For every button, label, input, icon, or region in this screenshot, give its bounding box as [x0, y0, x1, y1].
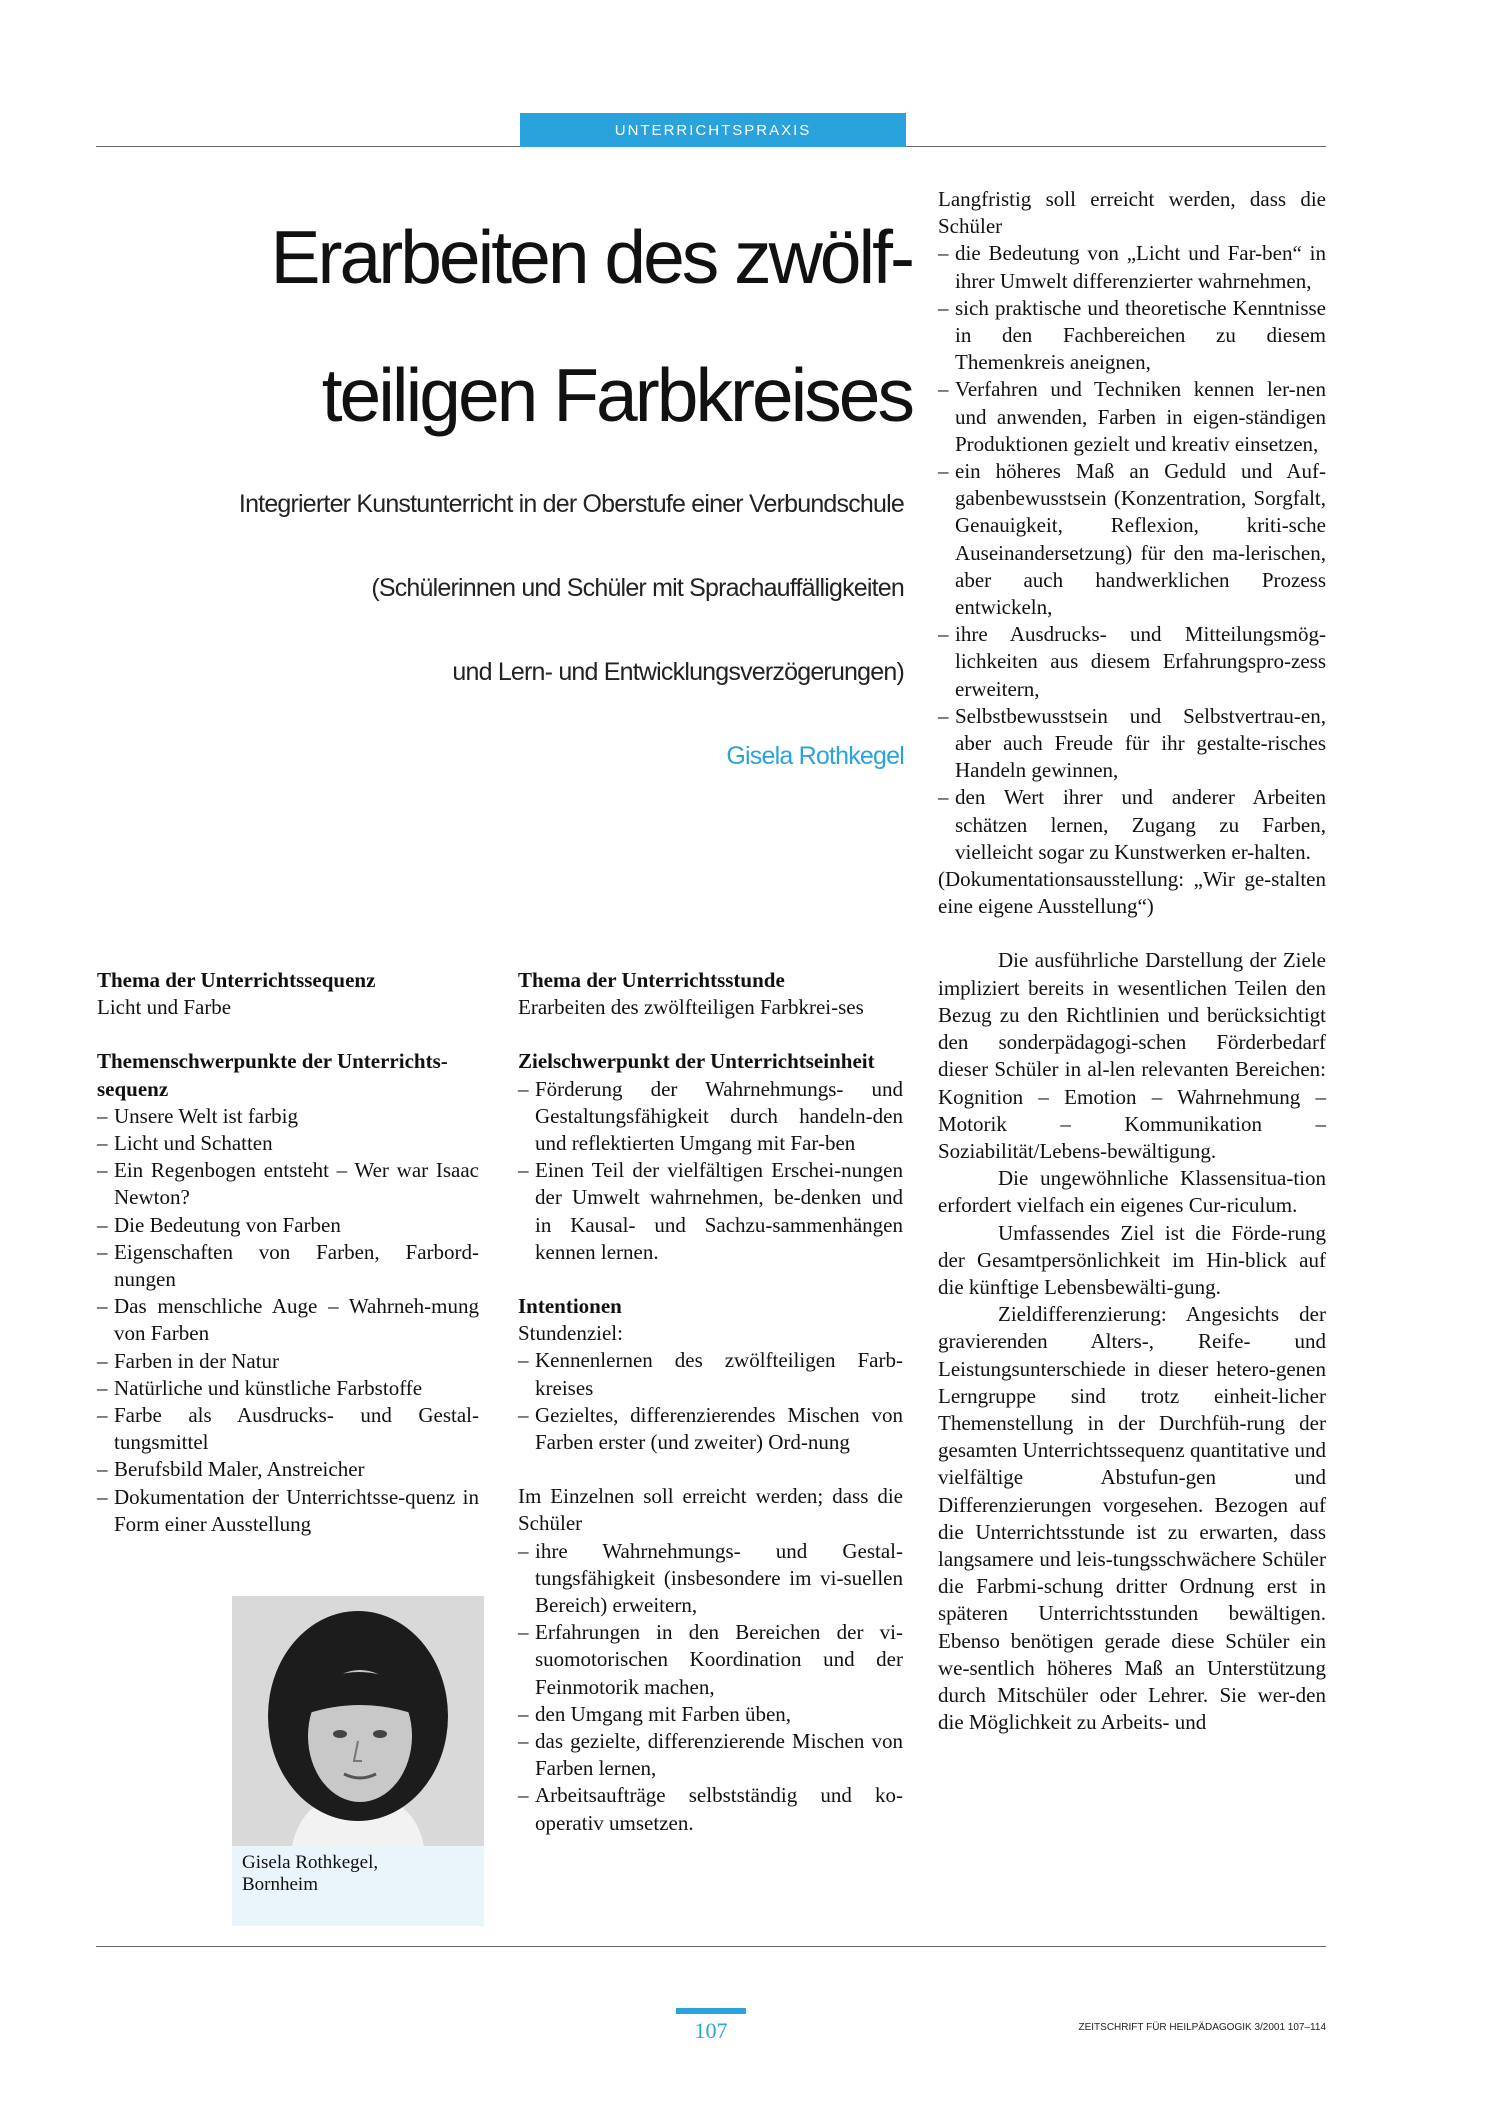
article-title-line-2: teiligen Farbkreises [321, 353, 912, 437]
list-item: – Berufsbild Maler, Anstreicher [97, 1456, 479, 1483]
list-item: – Kennenlernen des zwölfteiligen Farb-kreises [518, 1347, 903, 1401]
author-name: Gisela Rothkegel [726, 742, 904, 770]
list-item: – Eigenschaften von Farben, Farbord-nungen [97, 1239, 479, 1293]
caption-line-2: Bornheim [242, 1874, 318, 1895]
lesson-topic-heading: Thema der Unterrichtsstunde [518, 968, 785, 992]
body-paragraph: Die ausführliche Darstellung der Ziele impliziert bereits in wesentlichen Teilen den Bezug zu den Richtlinien und berücksichtigt den sonderpädagogi-schen Förderbedarf dieser Schüler in al-len relevanten Bereichen: Kognition – Emotion – Wahrnehmung – Motorik – Kommunikation – Soziabilität/Lebens-bewältigung. [938, 948, 1326, 1163]
list-item: – Unsere Welt ist farbig [97, 1103, 479, 1130]
focus-points-list [97, 1103, 479, 1538]
caption-line-1: Gisela Rothkegel, [242, 1852, 379, 1873]
long-term-goals-list [938, 240, 1326, 866]
column-3 [938, 186, 1326, 1736]
list-item: – Das menschliche Auge – Wahrneh-mung von Farben [97, 1293, 479, 1347]
list-item: – Licht und Schatten [97, 1130, 479, 1157]
list-item: – sich praktische und theoretische Kenntnisse in den Fachbereichen zu diesem Themenkreis aneignen, [938, 295, 1326, 377]
list-item: – Dokumentation der Unterrichtsse-quenz in Form einer Ausstellung [97, 1484, 479, 1538]
footer-rule [96, 1946, 1326, 1947]
subtitle-line-3: und Lern- und Entwicklungsverzögerungen) [452, 658, 904, 686]
intentions-heading: Intentionen [518, 1294, 622, 1319]
body-paragraph: Umfassendes Ziel ist die Förde-rung der Gesamtpersönlichkeit im Hin-blick auf die künftige Lebensbewälti-gung. [938, 1220, 1326, 1299]
sequence-topic-heading: Thema der Unterrichtssequenz [97, 968, 376, 992]
journal-citation: ZEITSCHRIFT FÜR HEILPÄDAGOGIK 3/2001 107–114 [1078, 2022, 1326, 2033]
long-term-goals-intro: Langfristig soll erreicht werden, dass die Schüler [938, 187, 1326, 239]
lesson-goal-label: Stundenziel: [518, 1321, 623, 1346]
list-item: – ihre Ausdrucks- und Mitteilungsmög-lichkeiten aus diesem Erfahrungspro-zess erweitern, [938, 621, 1326, 703]
list-item: – Natürliche und künstliche Farbstoffe [97, 1375, 479, 1402]
detail-goals-list [518, 1538, 903, 1837]
focus-points-heading: Themenschwerpunkte der Unterrichts-sequenz [97, 1049, 448, 1101]
list-item: – Farbe als Ausdrucks- und Gestal-tungsmittel [97, 1402, 479, 1456]
column-1 [97, 967, 479, 1538]
subtitle-line-2: (Schülerinnen und Schüler mit Sprachauffälligkeiten [371, 574, 904, 602]
list-item: – Einen Teil der vielfältigen Erschei-nungen der Umwelt wahrnehmen, be-denken und in Kausal- und Sachzu-sammenhängen kennen lernen. [518, 1157, 903, 1266]
list-item: – Arbeitsaufträge selbstständig und ko-operativ umsetzen. [518, 1782, 903, 1836]
body-paragraph: Die ungewöhnliche Klassensitua-tion erfordert vielfach ein eigenes Cur-riculum. [938, 1166, 1326, 1218]
list-item: – Erfahrungen in den Bereichen der vi-suomotorischen Koordination und der Feinmotorik machen, [518, 1619, 903, 1701]
page-number: 107 [694, 2018, 728, 2043]
list-item: – den Umgang mit Farben üben, [518, 1701, 903, 1728]
documentation-note: (Dokumentationsausstellung: „Wir ge-stalten eine eigene Ausstellung“) [938, 867, 1326, 919]
list-item: – Förderung der Wahrnehmungs- und Gestaltungsfähigkeit durch handeln-den und reflektierten Umgang mit Far-ben [518, 1076, 903, 1158]
list-item: – Farben in der Natur [97, 1348, 479, 1375]
list-item: – das gezielte, differenzierende Mischen von Farben lernen, [518, 1728, 903, 1782]
lesson-goal-list [518, 1347, 903, 1456]
detail-goals-intro: Im Einzelnen soll erreicht werden; dass die Schüler [518, 1484, 903, 1536]
list-item: – Gezieltes, differenzierendes Mischen von Farben erster (und zweiter) Ord-nung [518, 1402, 903, 1456]
list-item: – ihre Wahrnehmungs- und Gestal-tungsfähigkeit (insbesondere im vi-suellen Bereich) erweitern, [518, 1538, 903, 1620]
list-item: – Die Bedeutung von Farben [97, 1212, 479, 1239]
unit-focus-heading: Zielschwerpunkt der Unterrichtseinheit [518, 1049, 875, 1074]
section-tab: UNTERRICHTSPRAXIS [520, 113, 906, 147]
photo-caption [242, 1852, 378, 1896]
list-item: – Selbstbewusstsein und Selbstvertrau-en, aber auch Freude für ihr gestalte-risches Handeln gewinnen, [938, 703, 1326, 785]
list-item: – die Bedeutung von „Licht und Far-ben“ in ihrer Umwelt differenzierter wahrnehmen, [938, 240, 1326, 294]
article-title-line-1: Erarbeiten des zwölf- [270, 215, 912, 299]
list-item: – ein höheres Maß an Geduld und Auf-gabenbewusstsein (Konzentration, Sorgfalt, Genauigkeit, Reflexion, kriti-sche Auseinandersetzung) für den ma-lerischen, aber auch handwerklichen Prozess entwickeln, [938, 458, 1326, 621]
unit-focus-list [518, 1076, 903, 1266]
column-2 [518, 967, 903, 1837]
list-item: – den Wert ihrer und anderer Arbeiten schätzen lernen, Zugang zu Farben, vielleicht sogar zu Kunstwerken er-halten. [938, 784, 1326, 866]
subtitle-line-1: Integrierter Kunstunterricht in der Oberstufe einer Verbundschule [238, 490, 904, 518]
sequence-topic-text: Licht und Farbe [97, 995, 232, 1020]
lesson-topic-text: Erarbeiten des zwölfteiligen Farbkrei-ses [518, 995, 864, 1020]
list-item: – Ein Regenbogen entsteht – Wer war Isaac Newton? [97, 1157, 479, 1211]
page-number-accent-bar [676, 2008, 746, 2014]
body-paragraph: Zieldifferenzierung: Angesichts der gravierenden Alters-, Reife- und Leistungsunterschiede in dieser hetero-genen Lerngruppe sind trotz einheit-licher Themenstellung in der Durchfüh-rung der gesamten Unterrichtssequenz quantitative und vielfältige Abstufun-gen und Differenzierungen vorgesehen. Bezogen auf die Unterrichtsstunde ist zu erwarten, dass langsamere und leis-tungsschwächere Schüler die Farbmi-schung dritter Ordnung erst in späteren Unterrichtsstunden bewältigen. Ebenso benötigen gerade diese Schüler ein we-sentlich höheres Maß an Unterstützung durch Mitschüler oder Lehrer. Sie wer-den die Möglichkeit zu Arbeits- und [938, 1302, 1326, 1735]
list-item: – Verfahren und Techniken kennen ler-nen und anwenden, Farben in eigen-ständigen Produktionen gezielt und kreativ einsetzen, [938, 376, 1326, 458]
